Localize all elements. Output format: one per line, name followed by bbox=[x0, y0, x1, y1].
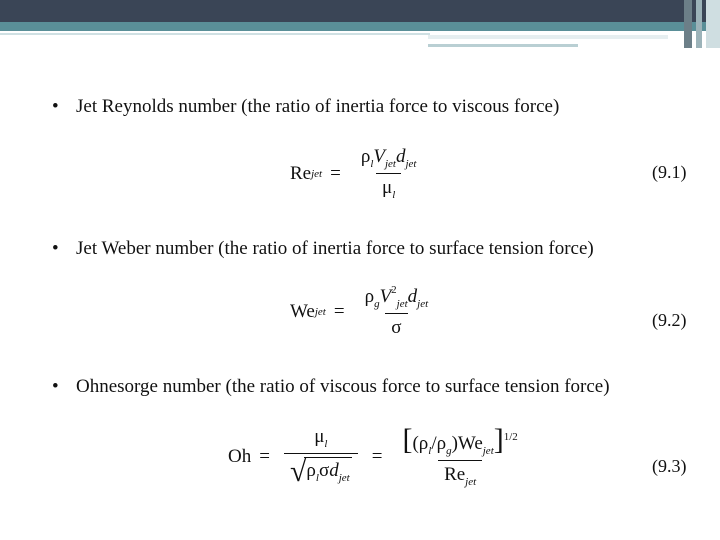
header-bar bbox=[0, 0, 720, 22]
header-accent-line-short bbox=[428, 44, 578, 47]
corner-decoration bbox=[684, 0, 692, 48]
equation-number: (9.3) bbox=[652, 456, 687, 476]
fraction: $\mu_l$ √ $\rho_l\sigma d_{jet}$ bbox=[284, 426, 358, 487]
equation-ohnesorge: Oh = $\mu_l$ √ $\rho_l\sigma d_{jet}$ = $\frac{[(\rho_l/\rho_g)We_{jet}]^{1/2}}{Re_{jet}}$ bbox=[228, 425, 530, 488]
equation-number: (9.2) bbox=[652, 310, 687, 330]
equation-reynolds: Re jet = $\frac{\rho_lV_{jet}d_{jet}}{\mu_l}$ bbox=[290, 146, 428, 201]
header-stripe bbox=[0, 22, 720, 31]
bullet-icon: • bbox=[52, 238, 59, 259]
bullet-jet-weber bbox=[52, 238, 594, 260]
bullet-jet-reynolds bbox=[52, 96, 559, 118]
equation-number: (9.1) bbox=[652, 162, 687, 182]
fraction: $\frac{[(\rho_l/\rho_g)We_{jet}]^{1/2}}{Re_{jet}}$ bbox=[402, 423, 518, 488]
bullet-text: Ohnesorge number (the ratio of viscous force to surface tension force) bbox=[76, 376, 610, 397]
corner-decoration bbox=[696, 0, 702, 48]
corner-decoration bbox=[706, 0, 720, 48]
fraction: $\frac{\rho_lV_{jet}d_{jet}}{\mu_l}$ bbox=[360, 146, 417, 201]
bullet-text: Jet Reynolds number (the ratio of inertia force to viscous force) bbox=[76, 96, 560, 117]
bullet-text: Jet Weber number (the ratio of inertia force to surface tension force) bbox=[76, 238, 594, 259]
equation-weber: We jet = $\frac{\rho_gV^2_{jet}d_{jet}}{\sigma}$ bbox=[290, 284, 440, 339]
bullet-icon: • bbox=[52, 96, 59, 117]
bullet-ohnesorge bbox=[52, 376, 610, 398]
header-rule bbox=[0, 33, 430, 35]
fraction: $\frac{\rho_gV^2_{jet}d_{jet}}{\sigma}$ bbox=[364, 284, 429, 338]
header-accent-line bbox=[428, 35, 668, 39]
bullet-icon: • bbox=[52, 376, 59, 397]
